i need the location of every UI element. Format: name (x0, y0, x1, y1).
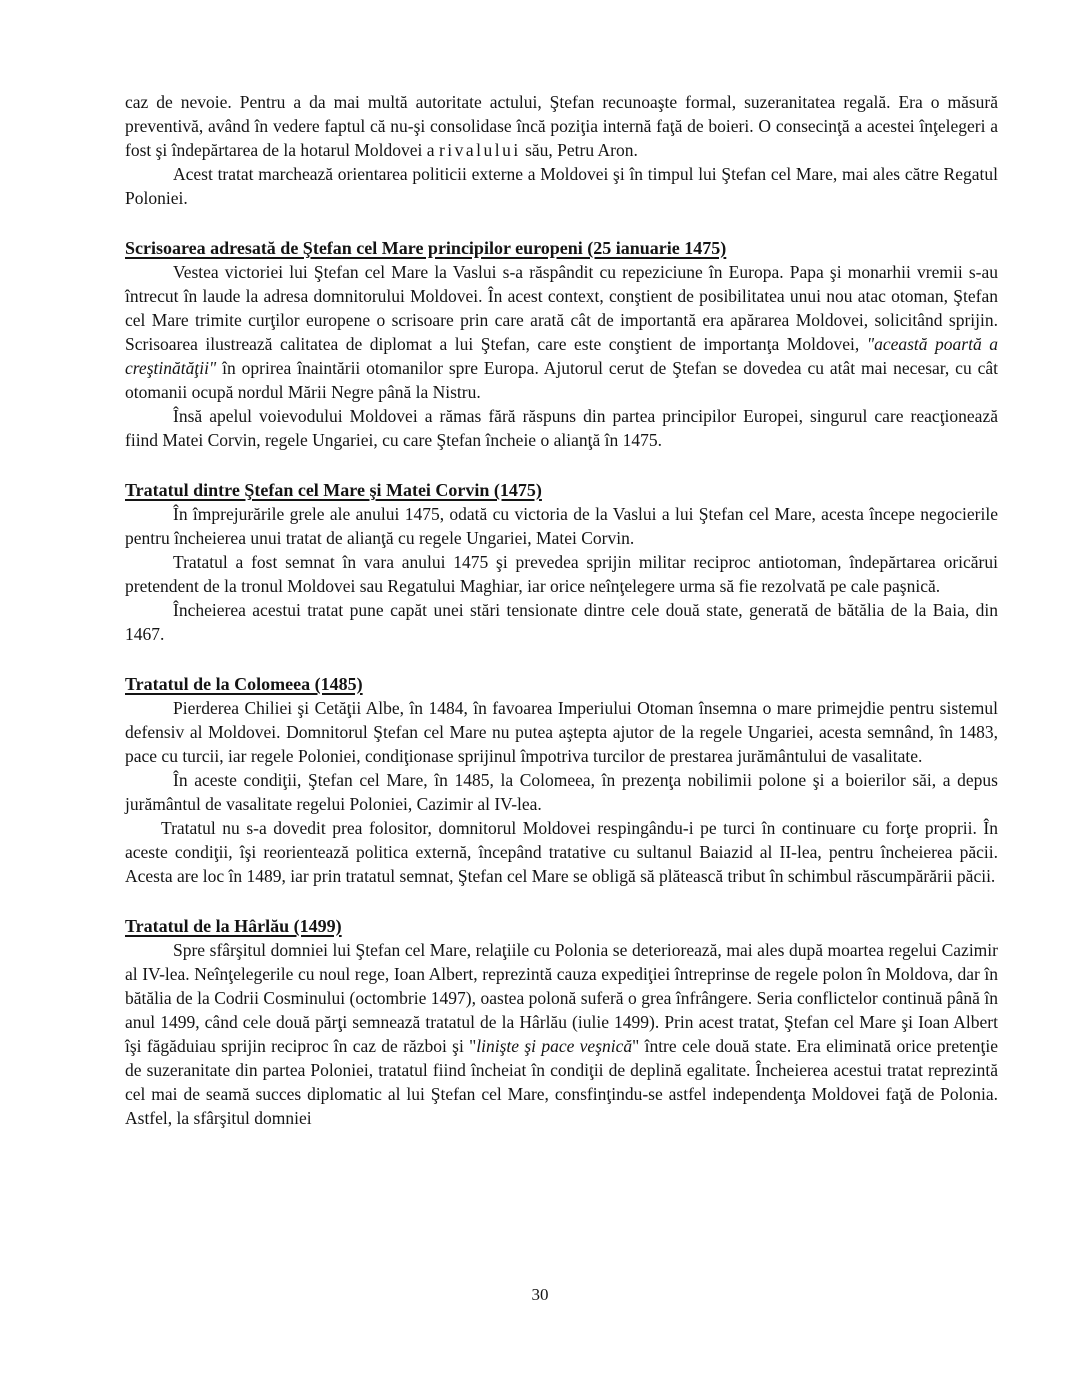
italic-quote-run: "această poartă a creştinătăţii" (125, 334, 998, 378)
section-heading: Tratatul de la Colomeea (1485) (125, 674, 363, 694)
section-0 (125, 90, 998, 210)
text-run: Acest tratat marchează orientarea politicii externe a Moldovei şi în timpul lui Ştefan cel Mare, mai ales către Regatul Poloniei. (125, 164, 998, 208)
document-content (125, 90, 998, 1130)
text-run: Spre sfârşitul domniei lui Ştefan cel Mare, relaţiile cu Polonia se deteriorează, mai ales după moartea regelui Cazimir al IV-lea. Neînţelegerile cu noul rege, Ioan Albert, reprezintă cauza expediţiei întreprinse de regele polon în Moldova, dar în bătălia de la Codrii Cosminului (octombrie 1497), oastea polonă suferă o grea înfrângere. Seria conflictelor continuă până în anul 1499, când cele două părţi semnează tratatul de la Hârlău (iulie 1499). Prin acest tratat, Ştefan cel Mare şi Ioan Albert îşi făgăduiau sprijin reciproc în caz de război şi " (125, 940, 998, 1056)
text-run: său, Petru Aron. (520, 140, 638, 160)
text-run: Pierderea Chiliei şi Cetăţii Albe, în 1484, în favoarea Imperiului Otoman însemna o mare primejdie pentru sistemul defensiv al Moldovei. Domnitorul Ştefan cel Mare nu putea aştepta ajutor de la regele Ungariei, acesta semnând, în 1483, pace cu turcii, iar regele Poloniei, condiţionase sprijinul împotriva turcilor de prestarea jurământului de vasalitate. (125, 698, 998, 766)
paragraph (125, 768, 998, 816)
text-run: " între cele două state. Era eliminată orice pretenţie de suzeranitate din partea Poloniei, tratatul fiind încheiat în condiţii de deplină egalitate. Încheierea acestui tratat reprezintă cel mai de seamă succes diplomatic al lui Ştefan cel Mare, consfinţindu-se astfel independenţa Moldovei faţă de Polonia. Astfel, la sfârşitul domniei (125, 1036, 998, 1128)
paragraph (125, 502, 998, 550)
text-run: Încheierea acestui tratat pune capăt unei stări tensionate dintre cele două state, generată de bătălia de la Baia, din 1467. (125, 600, 998, 644)
paragraph (125, 550, 998, 598)
page-number: 30 (531, 1285, 549, 1304)
paragraph (125, 162, 998, 210)
section-heading: Tratatul dintre Ştefan cel Mare şi Matei Corvin (1475) (125, 480, 542, 500)
text-run: În împrejurările grele ale anului 1475, odată cu victoria de la Vaslui a lui Ştefan cel Mare, acesta începe negocierile pentru încheierea unui tratat de alianţă cu regele Ungariei, Matei Corvin. (125, 504, 998, 548)
text-run: Tratatul a fost semnat în vara anului 1475 şi prevedea sprijin militar reciproc antiotoman, îndepărtarea oricărui pretendent de la tronul Moldovei sau Regatului Maghiar, iar orice neînţelegere urma să fie rezolvată pe cale paşnică. (125, 552, 998, 596)
paragraph (125, 938, 998, 1130)
text-run: Vestea victoriei lui Ştefan cel Mare la Vaslui s-a răspândit cu repeziciune în Europa. Papa şi monarhii vremii s-au întrecut în laude la adresa domnitorului Moldovei. În acest context, conştient de posibilitatea unui nou atac otoman, Ştefan cel Mare trimite curţilor europene o scrisoare prin care arată cât de importantă era apărarea Moldovei, solicitând sprijin. Scrisoarea ilustrează calitatea de diplomat a lui Ştefan, care este conştient de importanţa Moldovei, (125, 262, 998, 354)
text-run: În aceste condiţii, Ştefan cel Mare, în 1485, la Colomeea, în prezenţa nobilimii polone şi a boierilor săi, a depus jurământul de vasalitate regelui Poloniei, Cazimir al IV-lea. (125, 770, 998, 814)
section-heading: Scrisoarea adresată de Ştefan cel Mare principilor europeni (25 ianuarie 1475) (125, 238, 727, 258)
text-run: în oprirea înaintării otomanilor spre Europa. Ajutorul cerut de Ştefan se dovedea cu atât mai necesar, cu cât otomanii ocupă nordul Mării Negre până la Nistru. (125, 358, 998, 402)
letterspaced-run: rivalului (438, 140, 521, 160)
text-run: Însă apelul voievodului Moldovei a rămas fără răspuns din partea principilor Europei, singurul care reacţionează fiind Matei Corvin, regele Ungariei, cu care Ştefan încheie o alianţă în 1475. (125, 406, 998, 450)
section-3 (125, 672, 998, 888)
paragraph (125, 404, 998, 452)
text-run: Tratatul nu s-a dovedit prea folositor, domnitorul Moldovei respingându-i pe turci în continuare cu forţe proprii. În aceste condiţii, îşi reorientează politica externă, începând tratative cu sultanul Baiazid al II-lea, pentru încheierea păcii. Acesta are loc în 1489, iar prin tratatul semnat, Ştefan cel Mare se obligă să plătească tribut în schimbul răscumpărării păcii. (125, 818, 998, 886)
section-heading: Tratatul de la Hârlău (1499) (125, 916, 342, 936)
italic-quote-run: linişte şi pace veşnică (476, 1036, 633, 1056)
section-4 (125, 914, 998, 1130)
text-run: caz de nevoie. Pentru a da mai multă autoritate actului, Ştefan recunoaşte formal, suzeranitatea regală. Era o măsură preventivă, având în vedere faptul că nu-şi consolidase încă poziţia internă faţă de boieri. O consecinţă a acestei înţelegeri a fost şi îndepărtarea de la hotarul Moldovei a (125, 92, 998, 160)
paragraph (125, 260, 998, 404)
paragraph (125, 816, 998, 888)
paragraph (125, 696, 998, 768)
paragraph (125, 598, 998, 646)
section-2 (125, 478, 998, 646)
section-1 (125, 236, 998, 452)
paragraph (125, 90, 998, 162)
